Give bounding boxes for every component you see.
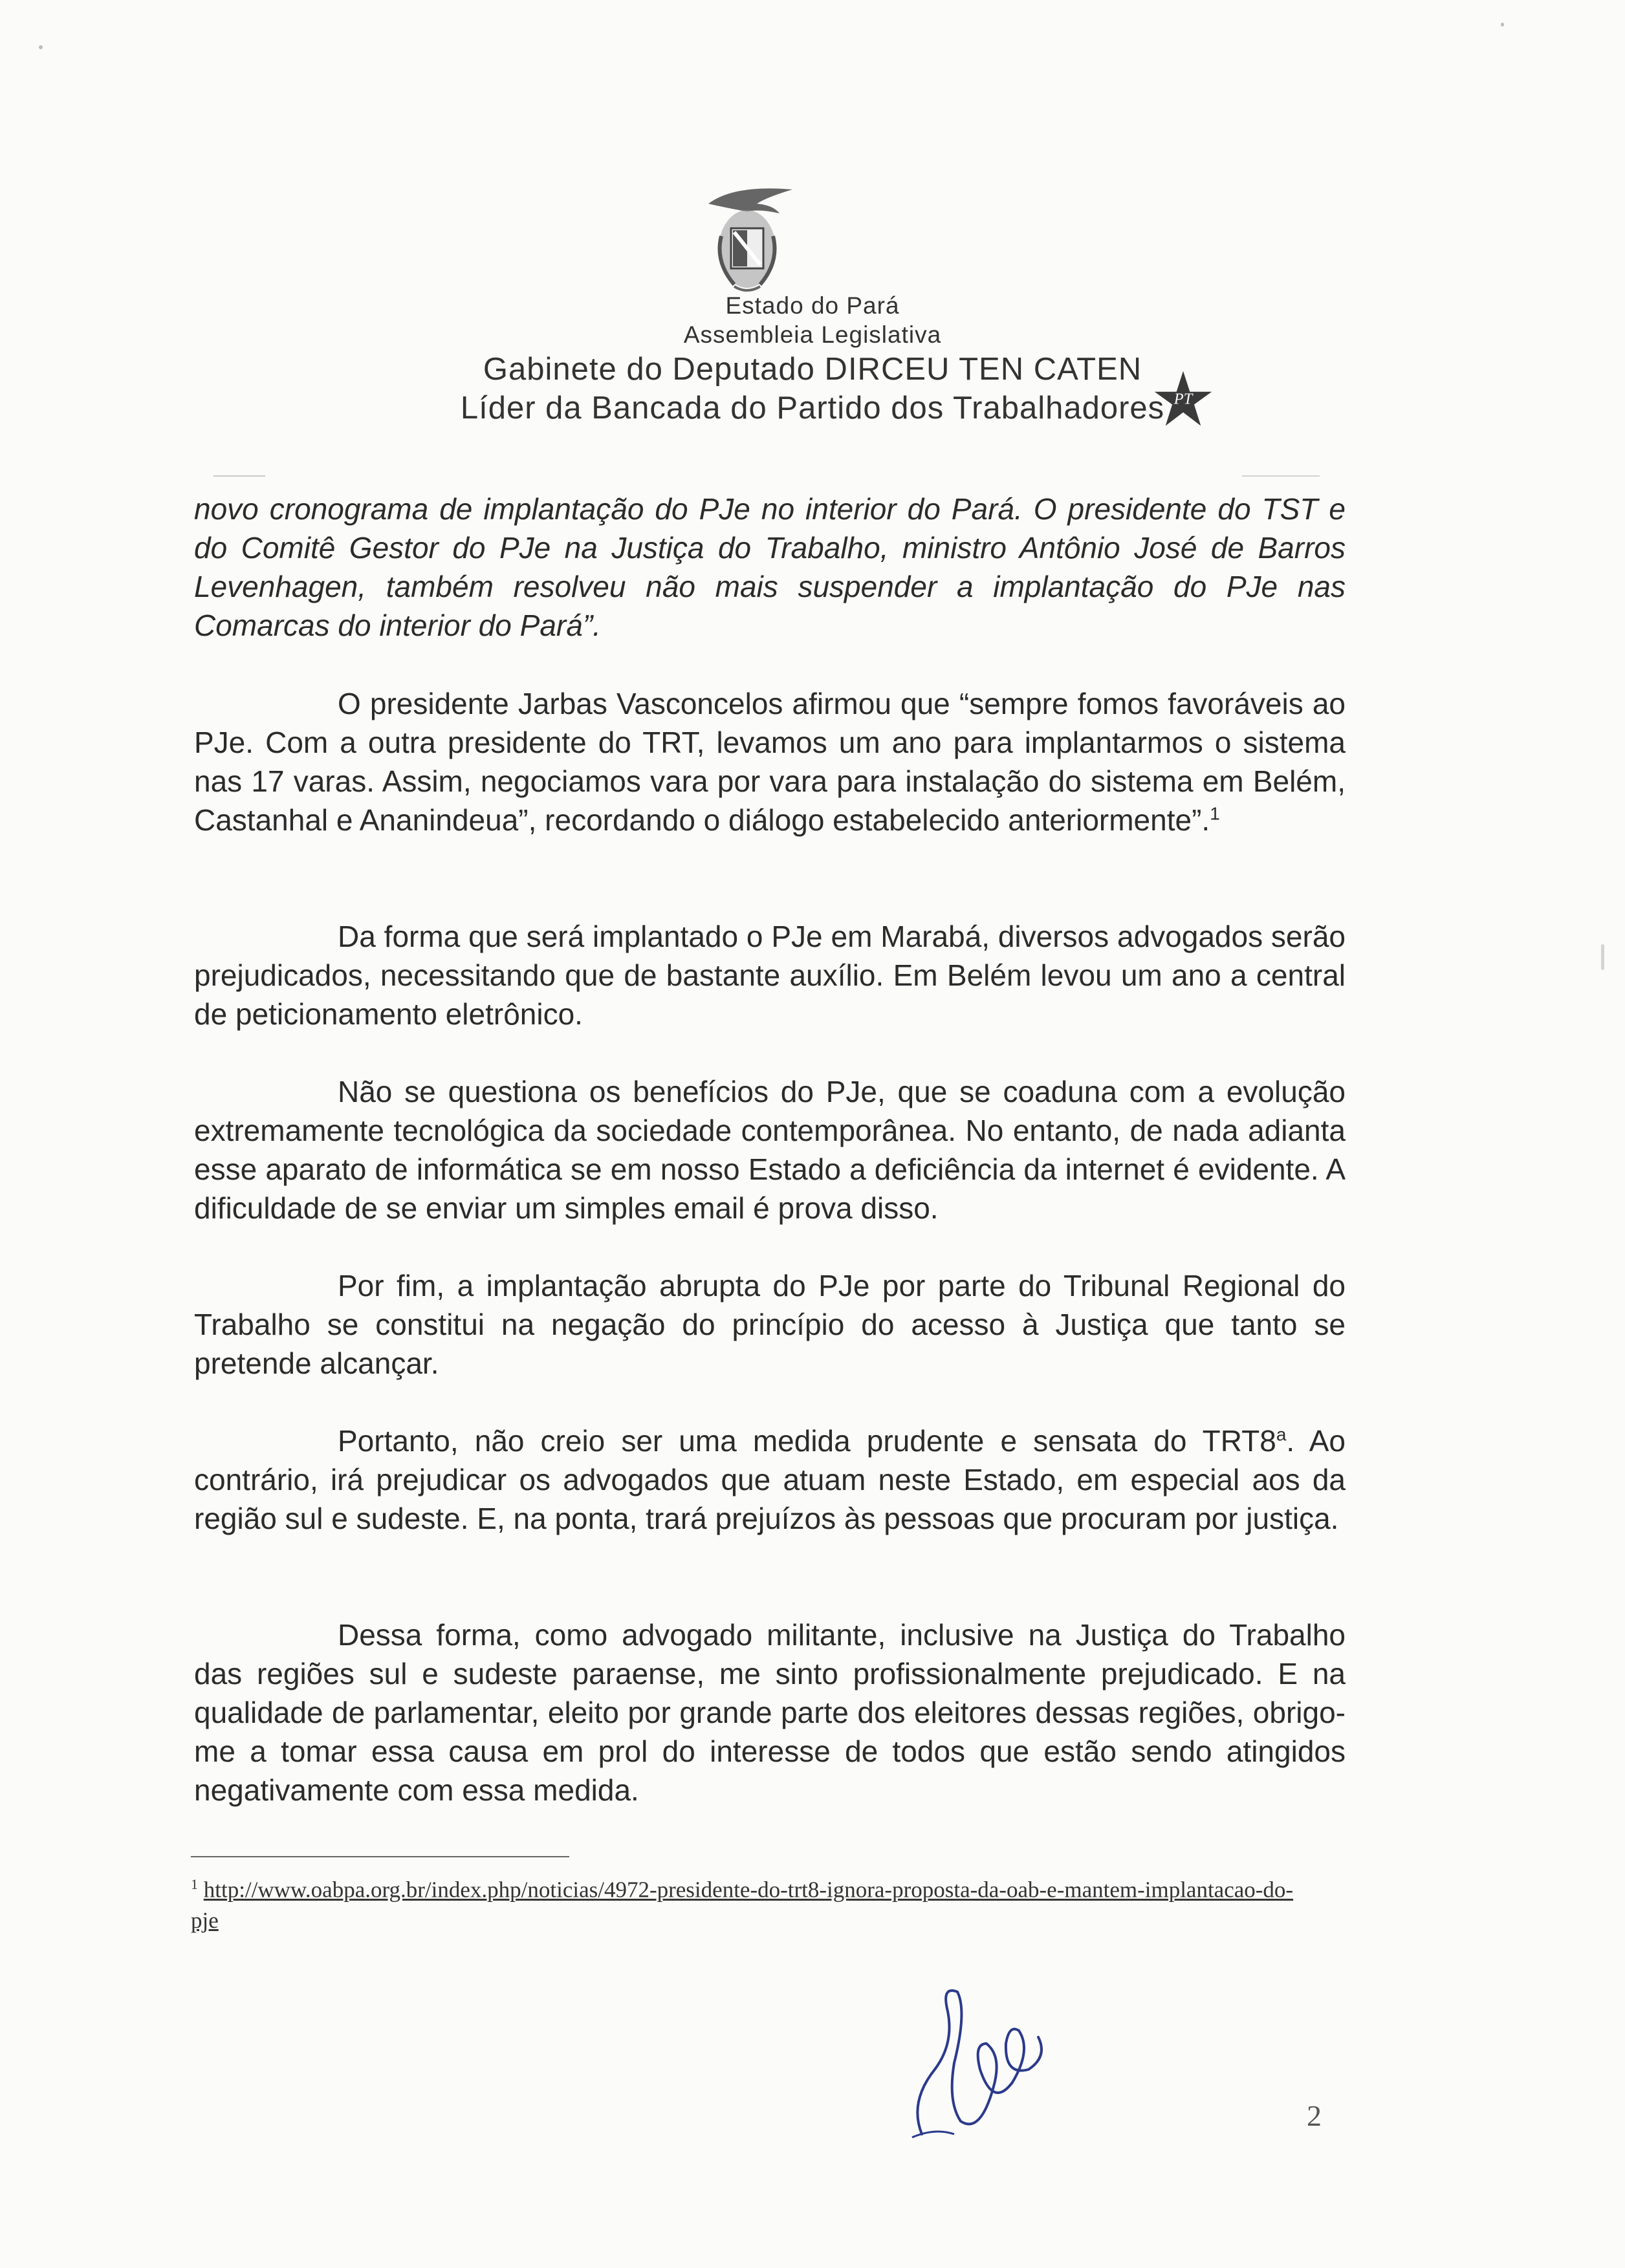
footnote-reference: 1 bbox=[1210, 803, 1220, 824]
header-state: Estado do Pará bbox=[725, 292, 900, 319]
paragraph-7: Dessa forma, como advogado militante, inclusive na Justiça do Trabalho das regiões sul e sudeste paraense, me sinto profissionalmente prejudicado. E na qualidade de parlamentar, eleito por grande parte dos eleitores dessas regiões, obrigo-me a tomar essa causa em prol do interesse de todos que estão sendo atingidos negativamente com essa medida. bbox=[194, 1618, 1346, 1807]
paragraph-5: Por fim, a implantação abrupta do PJe por parte do Tribunal Regional do Trabalho se constitui na negação do princípio do acesso à Justiça que tanto se pretende alcançar. bbox=[194, 1269, 1346, 1380]
paragraph-6-text-rest: . Ao contrário, irá prejudicar os advogados que atuam neste Estado, em especial aos da região sul e sudeste. E, na ponta, trará prejuízos às pessoas que procuram por justiça. bbox=[194, 1424, 1346, 1535]
header-assembly: Assembleia Legislativa bbox=[683, 321, 942, 348]
paragraph-2-text: O presidente Jarbas Vasconcelos afirmou que “sempre fomos favoráveis ao PJe. Com a outra presidente do TRT, levamos um ano para implantarmos o sistema nas 17 varas. Assim, negociamos vara por vara para instalação do sistema em Belém, Castanhal e Ananindeua”, recordando o diálogo estabelecido anteriormente”. bbox=[194, 687, 1346, 837]
scan-speck bbox=[39, 45, 43, 49]
handwritten-signature bbox=[896, 1972, 1058, 2147]
scan-speck bbox=[1501, 23, 1504, 27]
header-divider-left bbox=[213, 475, 265, 477]
paragraph-2 bbox=[194, 684, 1346, 839]
header-divider-right bbox=[1242, 475, 1320, 477]
header-party-leader: Líder da Bancada do Partido dos Trabalhadores bbox=[460, 391, 1165, 426]
footnote-number: 1 bbox=[191, 1876, 198, 1892]
footnote-link[interactable]: http://www.oabpa.org.br/index.php/noticias/4972-presidente-do-trt8-ignora-proposta-da-oab-e-mantem-implantacao-do-pje bbox=[191, 1877, 1294, 1933]
pt-star-logo-icon bbox=[1153, 369, 1214, 429]
paragraph-4: Não se questiona os benefícios do PJe, que se coaduna com a evolução extremamente tecnológica da sociedade contemporânea. No entanto, de nada adianta esse aparato de informática se em nosso Estado a deficiência da internet é evidente. A dificuldade de se enviar um simples email é prova disso. bbox=[194, 1075, 1346, 1225]
header-office: Gabinete do Deputado DIRCEU TEN CATEN bbox=[483, 352, 1142, 387]
paragraph-1: novo cronograma de implantação do PJe no interior do Pará. O presidente do TST e do Comitê Gestor do PJe na Justiça do Trabalho, ministro Antônio José de Barros Levenhagen, também resolveu não mais suspender a implantação do PJe nas Comarcas do interior do Pará”. bbox=[194, 492, 1346, 642]
footnote-divider bbox=[191, 1856, 569, 1857]
svg-text:PT: PT bbox=[1173, 390, 1193, 408]
paragraph-6 bbox=[194, 1421, 1346, 1538]
paragraph-6-text: Portanto, não creio ser uma medida prudente e sensata do TRT8 bbox=[338, 1424, 1276, 1458]
state-coat-of-arms-icon bbox=[695, 178, 799, 301]
scan-speck bbox=[1601, 944, 1604, 970]
footnote bbox=[191, 1869, 1303, 1936]
paragraph-3: Da forma que será implantado o PJe em Marabá, diversos advogados serão prejudicados, necessitando que de bastante auxílio. Em Belém levou um ano a central de peticionamento eletrônico. bbox=[194, 920, 1346, 1031]
ordinal-superscript: a bbox=[1276, 1424, 1287, 1445]
page-number: 2 bbox=[1307, 2099, 1322, 2132]
